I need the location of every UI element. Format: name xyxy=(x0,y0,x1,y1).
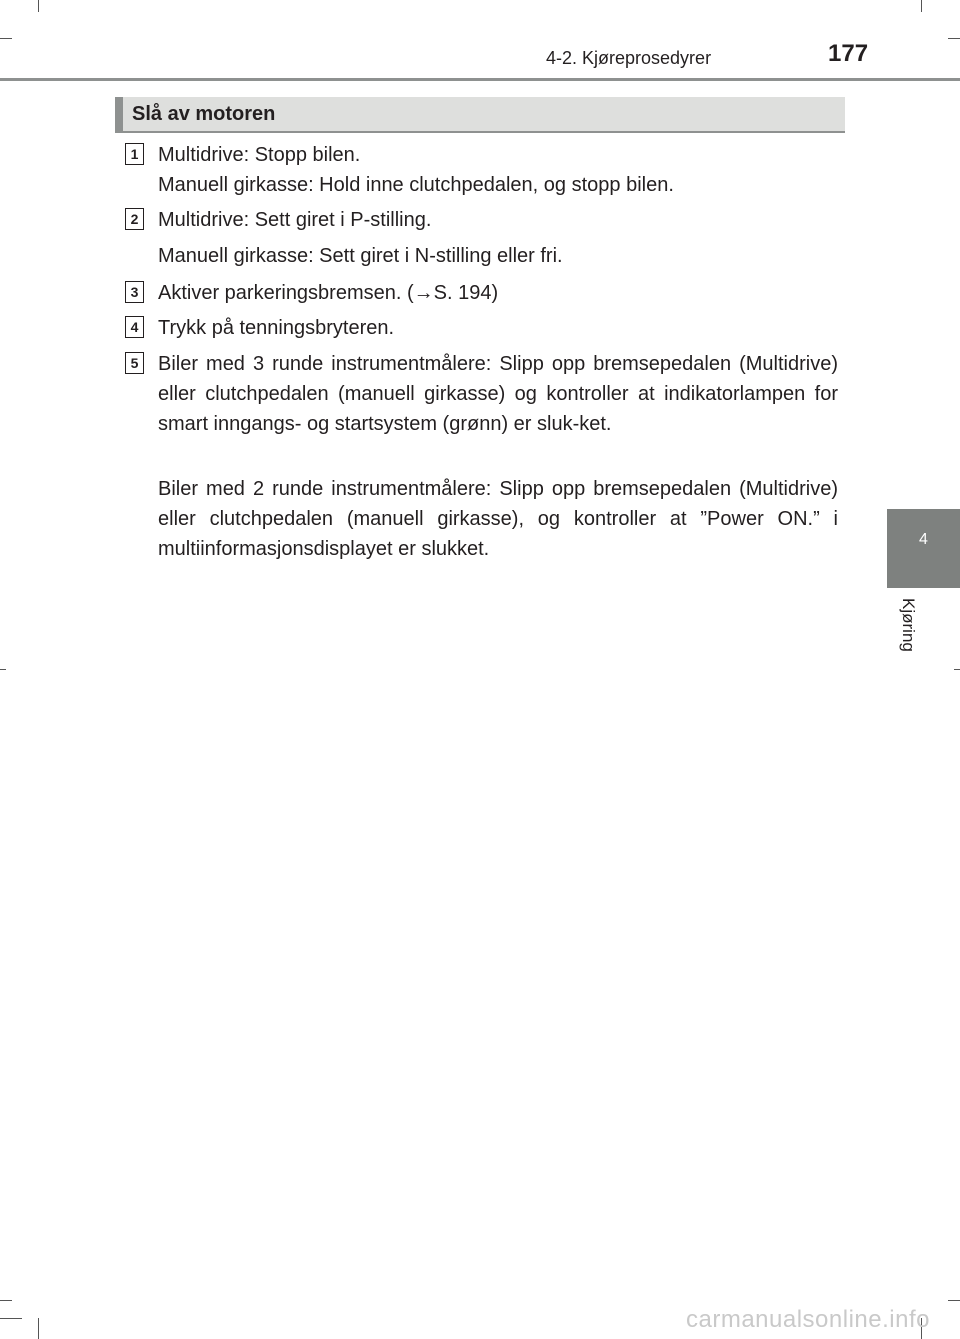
crop-mark xyxy=(0,1318,22,1319)
section-heading: Slå av motoren xyxy=(132,103,276,125)
crop-mark xyxy=(954,669,960,670)
step-number-5: 5 xyxy=(125,352,144,374)
step-2-text-b: Manuell girkasse: Sett giret i N-stilling eller fri. xyxy=(158,245,563,267)
chapter-label: Kjøring xyxy=(899,598,918,652)
crop-mark xyxy=(38,0,39,12)
step-1-text-a: Multidrive: Stopp bilen. xyxy=(158,144,361,166)
crop-mark xyxy=(0,669,6,670)
crop-mark xyxy=(0,38,12,39)
step-4-text: Trykk på tenningsbryteren. xyxy=(158,317,395,339)
chapter-number: 4 xyxy=(919,531,928,548)
crop-mark xyxy=(0,1300,12,1301)
watermark: carmanualsonline.info xyxy=(686,1306,930,1333)
crop-mark xyxy=(921,0,922,12)
step-3-text: Aktiver parkeringsbremsen. (→S. 194) xyxy=(158,282,499,304)
page-number: 177 xyxy=(828,40,869,67)
heading-accent xyxy=(115,97,123,131)
step-number-3: 3 xyxy=(125,281,144,303)
header-divider xyxy=(0,78,960,81)
step-2-text-a: Multidrive: Sett giret i P-stilling. xyxy=(158,209,432,231)
crop-mark xyxy=(948,1300,960,1301)
step-number-2: 2 xyxy=(125,208,144,230)
step-5-text-a: Biler med 3 runde instrumentmålere: Slipp opp bremsepedalen (Multidrive) eller clutchpedalen (manuell girkasse) og kontroller at indikatorlampen for smart inngangs- og startsystem (grønn) er sluk-ket. xyxy=(158,353,838,435)
step-5-text-b: Biler med 2 runde instrumentmålere: Slipp opp bremsepedalen (Multidrive) eller clutchpedalen (manuell girkasse), og kontroller at ”Power ON.” i multiinformasjonsdisplayet er slukket. xyxy=(158,478,838,560)
crop-mark xyxy=(948,38,960,39)
step-1-text-b: Manuell girkasse: Hold inne clutchpedalen, og stopp bilen. xyxy=(158,174,674,196)
step-number-4: 4 xyxy=(125,316,144,338)
crop-mark xyxy=(38,1318,39,1339)
section-title: 4-2. Kjøreprosedyrer xyxy=(546,48,712,68)
section-heading-bar xyxy=(115,97,845,133)
chapter-tab xyxy=(887,509,960,588)
step-number-1: 1 xyxy=(125,143,144,165)
